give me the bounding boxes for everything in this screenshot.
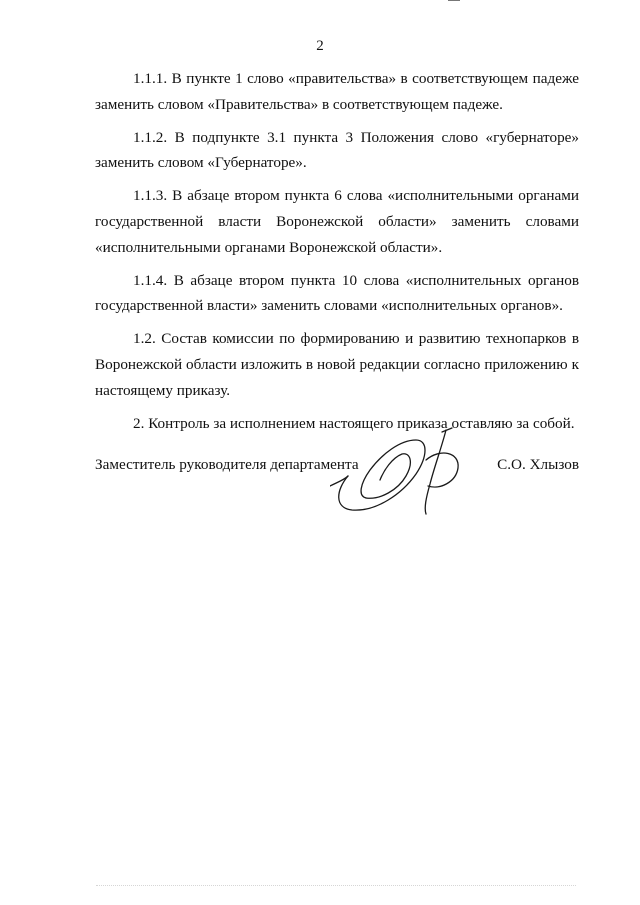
paragraph-1-1-4: 1.1.4. В абзаце втором пункта 10 слова «исполнительных органов государственной власти» заменить словами «исполнительных органов». <box>95 271 579 315</box>
signature-stroke-inner <box>366 454 410 499</box>
paragraph-1-1-2: 1.1.2. В подпункте 3.1 пункта 3 Положения слово «губернаторе» заменить словом «Губернаторе». <box>95 128 579 172</box>
signature-stroke-vertical <box>425 430 446 514</box>
scan-artifact-top <box>448 0 460 1</box>
document-body <box>95 66 579 443</box>
signature-stroke-leadin <box>330 476 348 486</box>
paragraph-1-1-1: 1.1.1. В пункте 1 слово «правительства» в соответствующем падеже заменить словом «Правительства» в соответствующем падеже. <box>95 70 579 113</box>
scan-artifact-bottom <box>96 885 576 886</box>
paragraph-1-2: 1.2. Состав комиссии по формированию и развитию технопарков в Воронежской области изложить в новой редакции согласно приложению к настоящему приказу. <box>95 330 579 399</box>
paragraph-2: 2. Контроль за исполнением настоящего приказа оставляю за собой. <box>133 414 575 432</box>
handwritten-signature <box>330 424 470 524</box>
signer-title: Заместитель руководителя департамента <box>95 456 359 473</box>
signer-name: С.О. Хлызов <box>497 456 579 473</box>
paragraph-1-1-3: 1.1.3. В абзаце втором пункта 6 слова «исполнительными органами государственной власти Воронежской области» заменить словами «исполнительными органами Воронежской области». <box>95 187 579 256</box>
page-number: 2 <box>316 38 324 54</box>
signature-stroke-tick <box>442 428 452 432</box>
